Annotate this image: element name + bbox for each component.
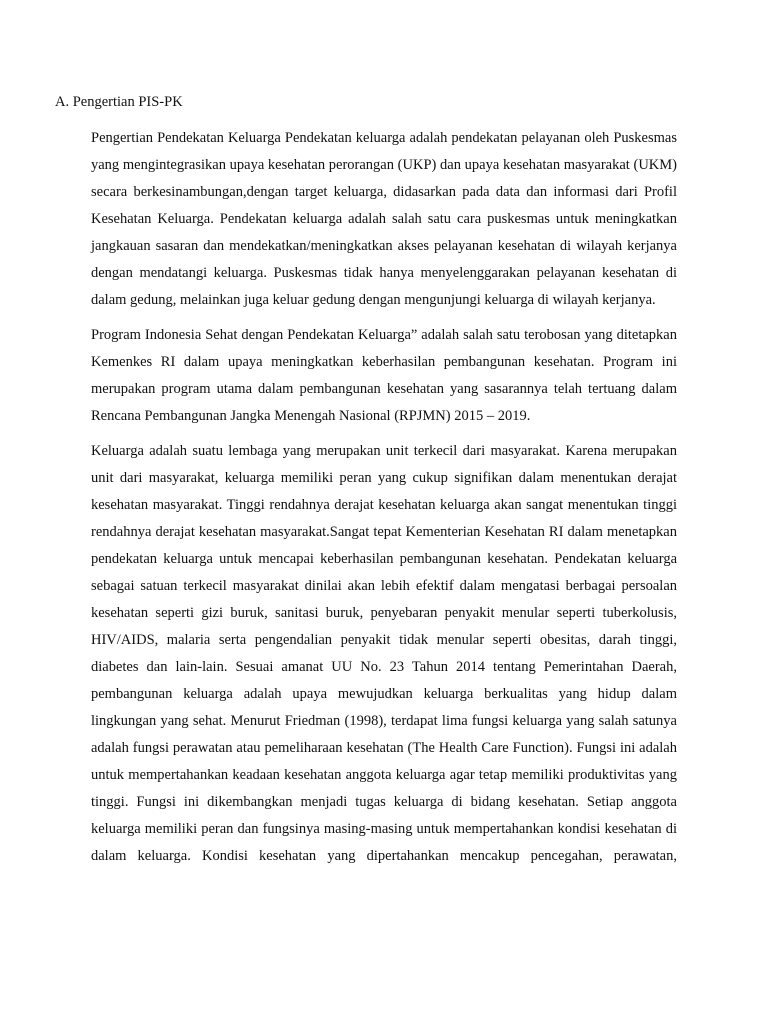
paragraph-program: Program Indonesia Sehat dengan Pendekatan Keluarga” adalah salah satu terobosan yang ditetapkan Kemenkes RI dalam upaya meningkatkan keberhasilan pembangunan kesehatan. Program ini merupakan program utama dalam pembangunan kesehatan yang sasarannya telah tertuang dalam Rencana Pembangunan Jangka Menengah Nasional (RPJMN) 2015 – 2019. bbox=[91, 327, 677, 424]
document-body bbox=[91, 125, 677, 870]
paragraph-definition: Pengertian Pendekatan Keluarga Pendekatan keluarga adalah pendekatan pelayanan oleh Puskesmas yang mengintegrasikan upaya kesehatan perorangan (UKP) dan upaya kesehatan masyarakat (UKM) secara berkesinambungan,dengan target keluarga, didasarkan pada data dan informasi dari Profil Kesehatan Keluarga. Pendekatan keluarga adalah salah satu cara puskesmas untuk meningkatkan jangkauan sasaran dan mendekatkan/meningkatkan akses pelayanan kesehatan di wilayah kerjanya dengan mendatangi keluarga. Puskesmas tidak hanya menyelenggarakan pelayanan kesehatan di dalam gedung, melainkan juga keluar gedung dengan mengunjungi keluarga di wilayah kerjanya. bbox=[91, 130, 677, 308]
section-heading: A. Pengertian PIS-PK bbox=[55, 94, 183, 110]
paragraph-family: Keluarga adalah suatu lembaga yang merupakan unit terkecil dari masyarakat. Karena merupakan unit dari masyarakat, keluarga memiliki peran yang cukup signifikan dalam menentukan derajat kesehatan masyarakat. Tinggi rendahnya derajat kesehatan keluarga akan sangat menentukan tinggi rendahnya derajat kesehatan masyarakat.Sangat tepat Kementerian Kesehatan RI dalam menetapkan pendekatan keluarga untuk mencapai keberhasilan pembangunan kesehatan. Pendekatan keluarga sebagai satuan terkecil masyarakat dinilai akan lebih efektif dalam mengatasi berbagai persoalan kesehatan seperti gizi buruk, sanitasi buruk, penyebaran penyakit menular seperti tuberkolusis, HIV/AIDS, malaria serta pengendalian penyakit tidak menular seperti obesitas, darah tinggi, diabetes dan lain-lain. Sesuai amanat UU No. 23 Tahun 2014 tentang Pemerintahan Daerah, pembangunan keluarga adalah upaya mewujudkan keluarga berkualitas yang hidup dalam lingkungan yang sehat. Menurut Friedman (1998), terdapat lima fungsi keluarga yang salah satunya adalah fungsi perawatan atau pemeliharaan kesehatan (The Health Care Function). Fungsi ini adalah untuk mempertahankan keadaan kesehatan anggota keluarga agar tetap memiliki produktivitas yang tinggi. Fungsi ini dikembangkan menjadi tugas keluarga di bidang kesehatan. Setiap anggota keluarga memiliki peran dan fungsinya masing-masing untuk mempertahankan kondisi kesehatan di dalam keluarga. Kondisi kesehatan yang dipertahankan mencakup pencegahan, perawatan, bbox=[91, 443, 677, 864]
